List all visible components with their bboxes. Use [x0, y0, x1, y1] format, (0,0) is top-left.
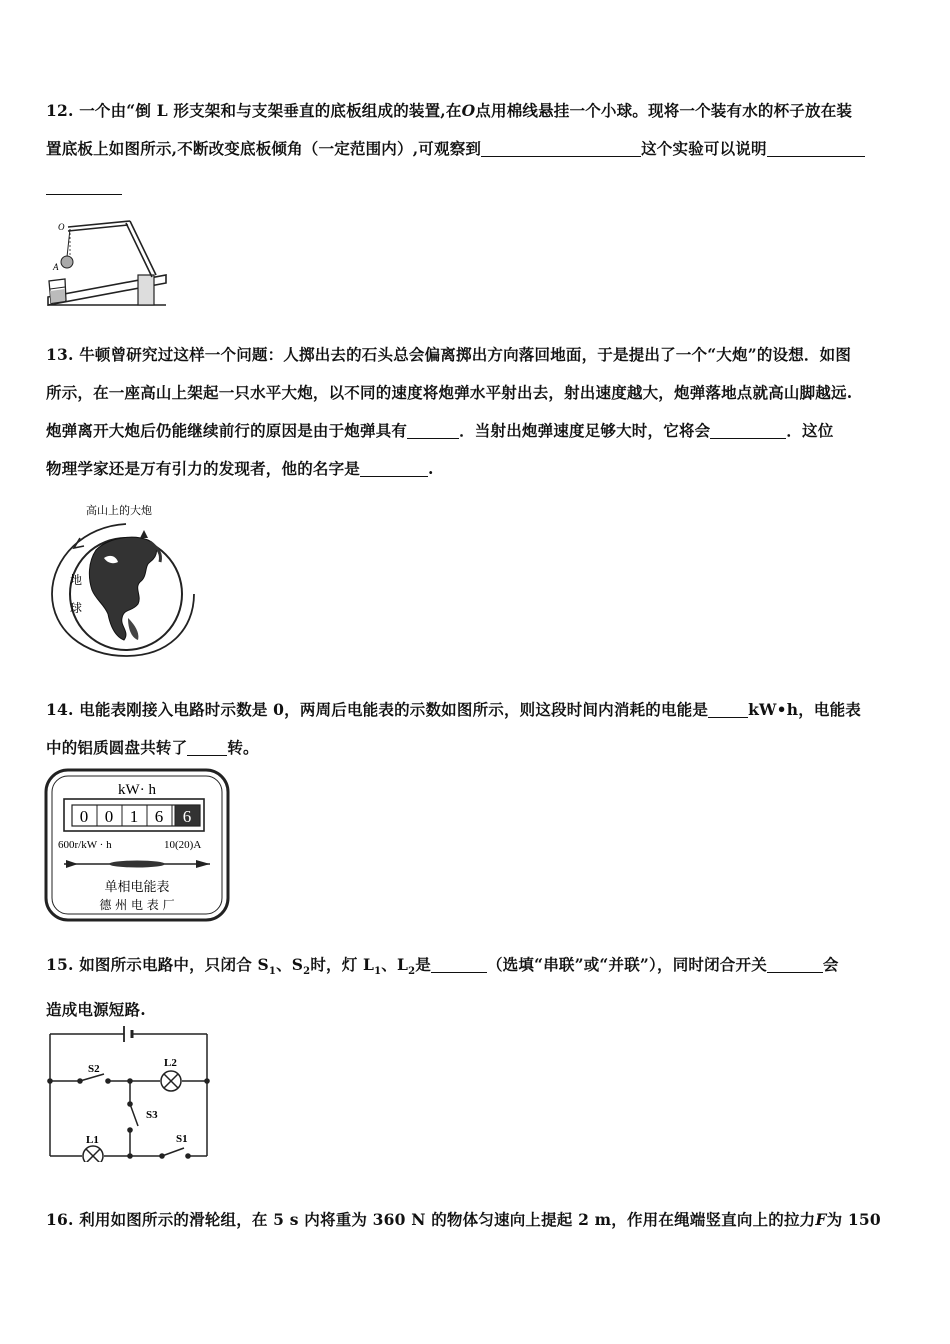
q15-blank-1[interactable]: [431, 954, 487, 973]
q14-text-1a: 电能表刚接入电路时示数是 0，两周后电能表的示数如图所示，则这段时间内消耗的电能是: [79, 700, 709, 719]
q12-blank-2-continued[interactable]: [46, 176, 122, 195]
meter-digit-5: 6: [182, 807, 192, 826]
q12-label-o: O: [58, 222, 65, 232]
q15-sub-3: 1: [374, 966, 382, 978]
q12-text-3: 置底板上如图所示,不断改变底板倾角（一定范围内）,可观察到: [46, 139, 482, 158]
q12-line-1: [46, 92, 908, 130]
q15-sub-1: 1: [268, 966, 277, 978]
q15-sep-2: 、L: [381, 955, 409, 974]
q16-text-1: 利用如图所示的滑轮组，在 5 s 内将重为 360 N 的物体匀速向上提起 2 m，作用在绳端竖直向上的拉力: [79, 1210, 816, 1229]
q16-number: 16.: [46, 1210, 74, 1229]
meter-unit: kW· h: [118, 782, 156, 798]
q15-blank-2[interactable]: [767, 954, 823, 973]
q13-earth-label-2: 球: [70, 601, 83, 615]
meter-digit-2: 0: [104, 807, 114, 826]
label-s3: S3: [146, 1109, 158, 1121]
q14-blank-1[interactable]: [708, 699, 748, 718]
q13-blank-3[interactable]: [360, 458, 428, 477]
q13-text-3c: ．这位: [786, 421, 834, 440]
q14-number: 14.: [46, 700, 74, 719]
q14-text-1b: kW•h，电能表: [748, 700, 862, 719]
q13-text-3b: ．当射出炮弹速度足够大时，它将会: [459, 421, 711, 440]
q15-text-1b: 时，灯 L: [310, 955, 375, 974]
q15-figure: [44, 1022, 214, 1162]
q13-blank-2[interactable]: [710, 420, 786, 439]
q13-blank-1[interactable]: [407, 420, 459, 439]
meter-name: 单相电能表: [104, 880, 170, 895]
q14-line-1: [46, 691, 908, 729]
q12-text-1: 一个由“倒 L 形支架和与支架垂直的底板组成的装置,在: [79, 101, 462, 120]
q16-var-f: F: [815, 1210, 827, 1229]
q15-text-1a: 如图所示电路中，只闭合 S: [79, 955, 269, 974]
label-l1: L1: [86, 1134, 99, 1146]
meter-current-rating: 10(20)A: [164, 839, 202, 851]
pendulum-incline-diagram: [44, 215, 169, 310]
q15-sep-1: 、S: [276, 955, 304, 974]
q15-sub-4: 2: [408, 966, 416, 978]
label-l2: L2: [164, 1057, 177, 1069]
question-13: [46, 336, 908, 488]
q14-figure: [44, 768, 232, 924]
label-s1: S1: [176, 1133, 188, 1145]
label-s2: S2: [88, 1063, 100, 1075]
meter-digit-4: 6: [154, 807, 164, 826]
q12-var-o: O: [461, 101, 476, 120]
q12-figure: [44, 215, 169, 310]
q13-figure: [44, 500, 204, 660]
q14-blank-2[interactable]: [187, 737, 227, 756]
q13-line-1: [46, 336, 908, 374]
meter-digit-1: 0: [79, 807, 89, 826]
q13-number: 13.: [46, 345, 74, 364]
q12-line-2: [46, 130, 908, 168]
q13-text-1: 牛顿曾研究过这样一个问题：人掷出去的石头总会偏离掷出方向落回地面，于是提出了一个“大炮”的设想．如图: [79, 345, 852, 364]
circuit-diagram: [44, 1022, 214, 1162]
q12-label-a: A: [53, 262, 59, 272]
q12-line-3: [46, 168, 908, 206]
q13-caption: 高山上的大炮: [86, 504, 152, 517]
q12-blank-2[interactable]: [767, 138, 865, 157]
question-14: [46, 691, 908, 767]
q13-text-4a: 物理学家还是万有引力的发现者，他的名字是: [46, 459, 361, 478]
q12-blank-1[interactable]: [481, 138, 641, 157]
q14-text-2b: 转。: [227, 738, 259, 757]
q16-text-2: 为 150: [826, 1210, 881, 1229]
q12-number: 12.: [46, 101, 74, 120]
q15-line-2: 造成电源短路.: [46, 1000, 146, 1020]
meter-rev-rating: 600r/kW · h: [58, 839, 112, 851]
q15-text-1d: （选填“串联”或“并联”），同时闭合开关: [486, 955, 767, 974]
meter-digit-3: 1: [129, 807, 139, 826]
q13-text-3a: 炮弹离开大炮后仍能继续前行的原因是由于炮弹具有: [46, 421, 408, 440]
q15-sub-2: 2: [303, 966, 311, 978]
q15-number: 15.: [46, 955, 74, 974]
q13-earth-label-1: 地: [70, 573, 83, 587]
q15-text-1c: 是: [415, 955, 431, 974]
q12-text-2: 点用棉线悬挂一个小球。现将一个装有水的杯子放在装: [475, 101, 853, 120]
q15-text-1e: 会: [822, 955, 839, 974]
meter-maker: 德 州 电 表 厂: [99, 898, 175, 912]
q12-text-4: 这个实验可以说明: [641, 139, 767, 158]
q16-line-1: [46, 1201, 908, 1239]
q13-line-2: 所示，在一座高山上架起一只水平大炮，以不同的速度将炮弹水平射出去，射出速度越大，炮弹落地点就高山脚越远.: [46, 383, 853, 402]
question-15: [46, 946, 908, 1029]
q15-line-1: [46, 946, 908, 991]
question-16: [46, 1201, 908, 1239]
q13-line-4: [46, 450, 908, 488]
energy-meter: [44, 768, 232, 924]
cannon-on-mountain-diagram: [44, 500, 204, 660]
q14-text-2a: 中的铝质圆盘共转了: [46, 738, 188, 757]
q14-line-2: [46, 729, 908, 767]
q13-text-4b: .: [428, 459, 434, 478]
q13-line-3: [46, 412, 908, 450]
question-12: [46, 92, 908, 206]
